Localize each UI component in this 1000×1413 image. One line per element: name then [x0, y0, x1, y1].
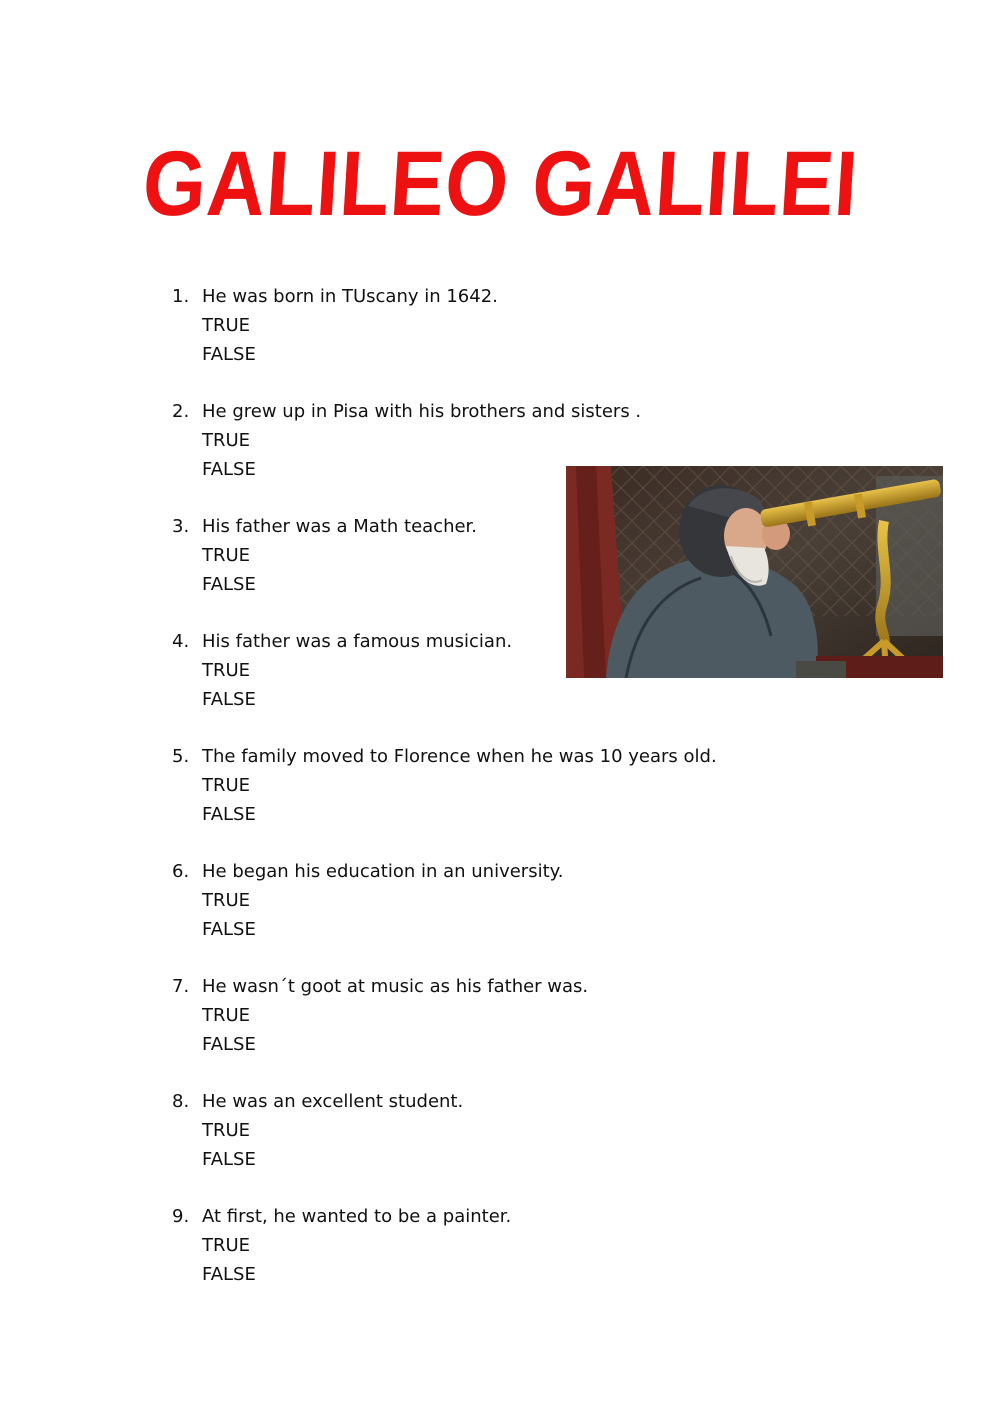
- question-number: 5.: [172, 746, 190, 767]
- question-statement: The family moved to Florence when he was 10 years old.: [202, 746, 717, 767]
- question-number: 4.: [172, 631, 190, 652]
- option-false[interactable]: FALSE: [202, 804, 256, 825]
- option-false[interactable]: FALSE: [202, 459, 256, 480]
- question-number: 2.: [172, 401, 190, 422]
- page-title: GALILEO GALILEI: [140, 133, 862, 235]
- question-statement: His father was a famous musician.: [202, 631, 513, 652]
- option-true[interactable]: TRUE: [202, 545, 251, 566]
- question-statement: His father was a Math teacher.: [202, 516, 478, 537]
- question-8: [172, 1087, 463, 1174]
- option-false[interactable]: FALSE: [202, 574, 256, 595]
- question-5: [172, 742, 717, 829]
- question-7: [172, 972, 588, 1059]
- question-statement: He wasn´t goot at music as his father was.: [202, 976, 589, 997]
- question-number: 6.: [172, 861, 190, 882]
- option-true[interactable]: TRUE: [202, 1235, 251, 1256]
- question-statement: He was an excellent student.: [202, 1091, 464, 1112]
- option-true[interactable]: TRUE: [202, 660, 251, 681]
- galileo-telescope-illustration: [566, 466, 943, 678]
- question-statement: He began his education in an university.: [202, 861, 564, 882]
- question-9: [172, 1202, 511, 1289]
- question-statement: He grew up in Pisa with his brothers and sisters .: [202, 401, 642, 422]
- option-false[interactable]: FALSE: [202, 344, 256, 365]
- question-statement: He was born in TUscany in 1642.: [202, 286, 498, 307]
- option-true[interactable]: TRUE: [202, 315, 251, 336]
- option-true[interactable]: TRUE: [202, 890, 251, 911]
- option-false[interactable]: FALSE: [202, 689, 256, 710]
- question-3: [172, 512, 477, 599]
- question-number: 3.: [172, 516, 190, 537]
- question-1: [172, 282, 498, 369]
- question-number: 1.: [172, 286, 190, 307]
- option-true[interactable]: TRUE: [202, 1120, 251, 1141]
- option-true[interactable]: TRUE: [202, 1005, 251, 1026]
- question-4: [172, 627, 512, 714]
- option-false[interactable]: FALSE: [202, 1149, 256, 1170]
- question-statement: At first, he wanted to be a painter.: [202, 1206, 512, 1227]
- option-false[interactable]: FALSE: [202, 1034, 256, 1055]
- option-true[interactable]: TRUE: [202, 775, 251, 796]
- question-number: 7.: [172, 976, 190, 997]
- question-number: 8.: [172, 1091, 190, 1112]
- option-false[interactable]: FALSE: [202, 1264, 256, 1285]
- option-true[interactable]: TRUE: [202, 430, 251, 451]
- question-6: [172, 857, 563, 944]
- option-false[interactable]: FALSE: [202, 919, 256, 940]
- question-number: 9.: [172, 1206, 190, 1227]
